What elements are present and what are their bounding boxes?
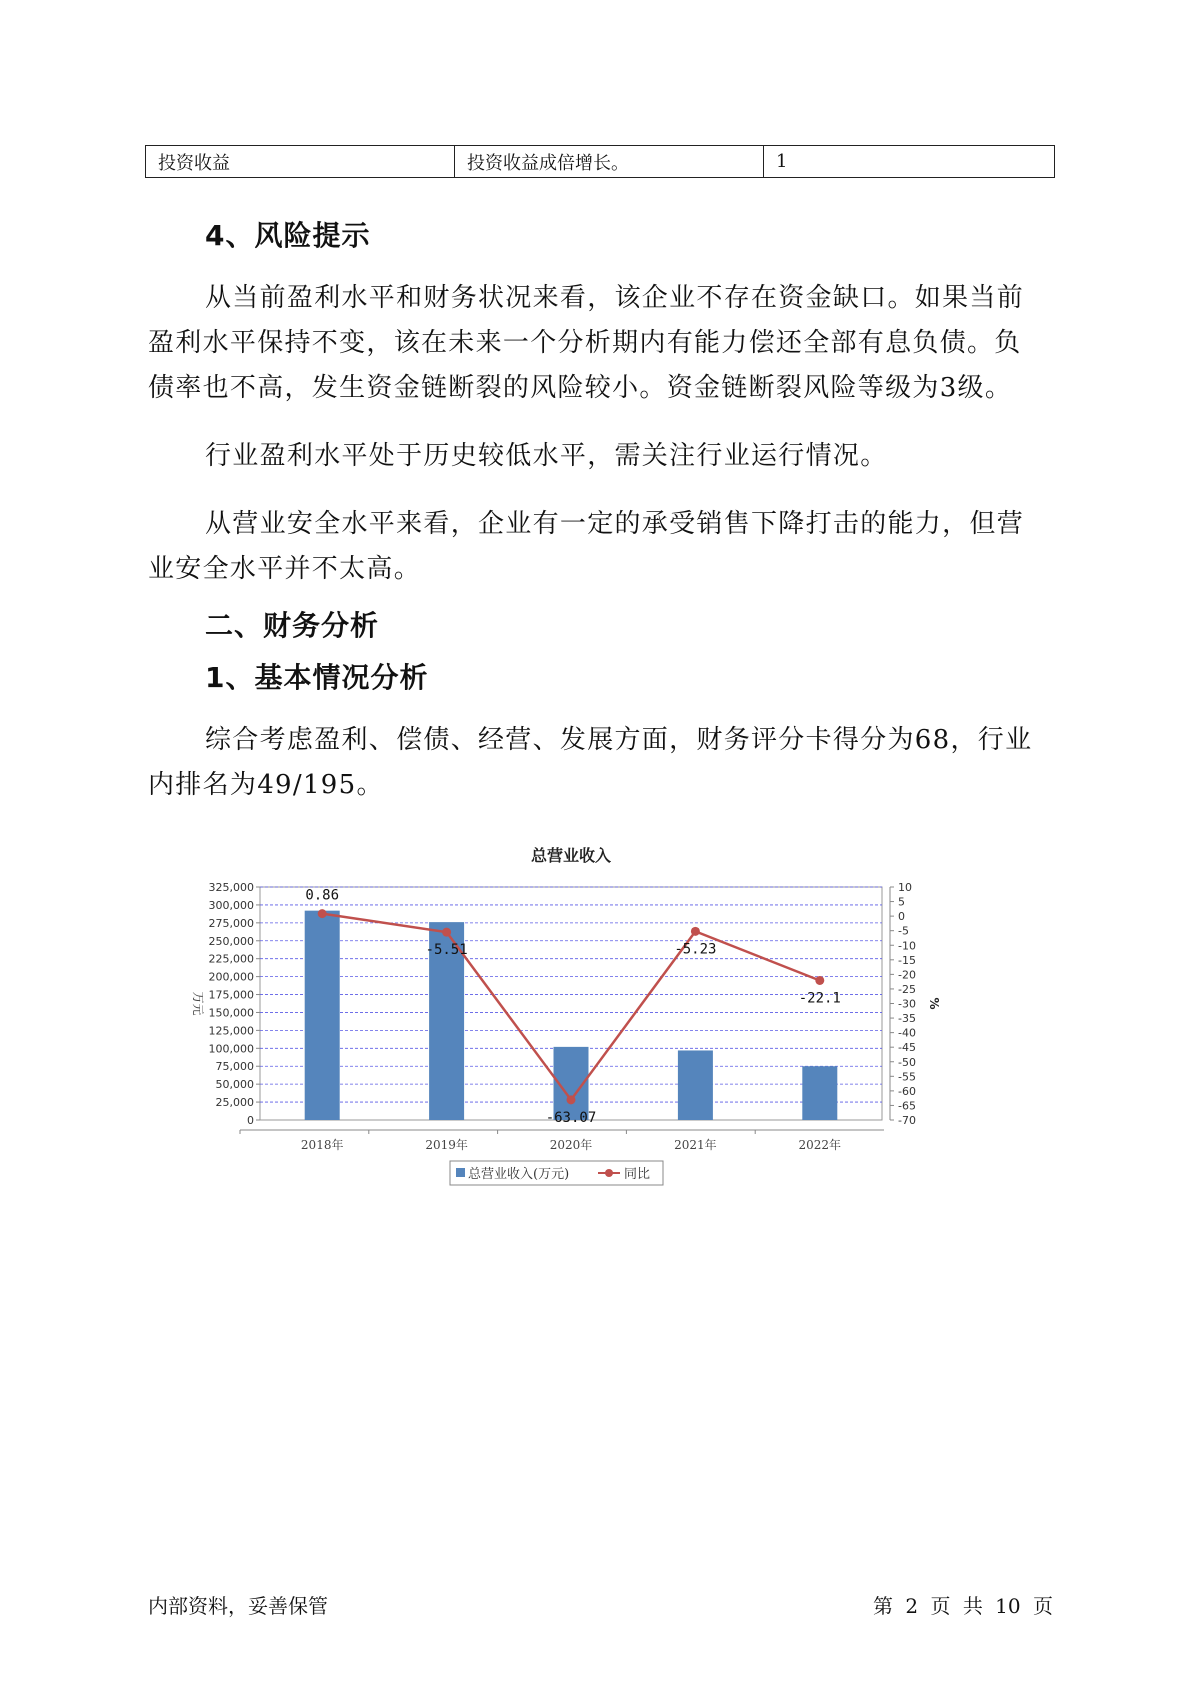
y2-tick-label: -25 <box>898 982 916 996</box>
section-heading-risk: 4、风险提示 <box>205 219 371 252</box>
summary-table <box>145 145 1055 178</box>
chart-title: 总营业收入 <box>530 846 612 865</box>
y2-tick-label: 0 <box>898 910 905 924</box>
yoy-point <box>691 927 700 936</box>
y-tick-label: 25,000 <box>215 1096 254 1110</box>
y-tick-label: 275,000 <box>208 916 254 930</box>
revenue-chart-svg <box>180 830 980 1290</box>
section-heading-finance: 二、财务分析 <box>205 609 380 642</box>
y2-tick-label: -35 <box>898 1012 916 1026</box>
x-tick-label: 2019年 <box>425 1138 468 1152</box>
legend-swatch-revenue <box>456 1168 465 1177</box>
paragraph-risk-2: 行业盈利水平处于历史较低水平，需关注行业运行情况。 <box>205 441 888 471</box>
table-cell-item: 投资收益 <box>146 146 455 178</box>
legend-marker-yoy <box>605 1169 613 1177</box>
y2-tick-label: -60 <box>898 1084 916 1098</box>
yoy-data-label: -5.51 <box>425 942 468 959</box>
yoy-data-label: -22.1 <box>798 990 841 1007</box>
yoy-point <box>318 909 327 918</box>
table-cell-description: 投资收益成倍增长。 <box>455 146 764 178</box>
y2-tick-label: 10 <box>898 881 912 894</box>
yoy-data-label: -5.23 <box>674 941 717 958</box>
y2-tick-label: 5 <box>898 895 905 909</box>
y-tick-label: 300,000 <box>208 898 254 912</box>
revenue-bar <box>802 1066 837 1120</box>
y2-tick-label: -15 <box>898 953 916 967</box>
revenue-bar <box>678 1050 713 1120</box>
y-tick-label: 125,000 <box>208 1024 254 1038</box>
y-tick-label: 225,000 <box>208 952 254 966</box>
paragraph-risk-3: 从营业安全水平来看，企业有一定的承受销售下降打击的能力，但营业安全水平并不太高。 <box>148 509 1025 584</box>
yoy-data-label: -63.07 <box>545 1109 597 1126</box>
revenue-chart <box>180 830 980 1290</box>
yoy-point <box>815 976 824 985</box>
y-tick-label: 0 <box>247 1114 254 1127</box>
y2-axis-label: % <box>927 997 941 1010</box>
y-tick-label: 325,000 <box>208 881 254 894</box>
revenue-bar <box>305 911 340 1120</box>
y2-tick-label: -55 <box>898 1070 916 1084</box>
yoy-point <box>567 1095 576 1104</box>
paragraph-basic: 综合考虑盈利、偿债、经营、发展方面，财务评分卡得分为68，行业内排名为49/195。 <box>148 725 1033 800</box>
paragraph-risk-1: 从当前盈利水平和财务状况来看，该企业不存在资金缺口。如果当前盈利水平保持不变，该在未来一个分析期内有能力偿还全部有息负债。负债率也不高，发生资金链断裂的风险较小。资金链断裂风险等级为3级。 <box>148 283 1025 403</box>
legend-label-yoy: 同比 <box>624 1167 651 1182</box>
y2-tick-label: -5 <box>898 924 909 938</box>
y2-tick-label: -65 <box>898 1099 916 1113</box>
y2-tick-label: -20 <box>898 968 916 982</box>
y2-tick-label: -30 <box>898 997 916 1011</box>
yoy-point <box>442 928 451 937</box>
y-tick-label: 175,000 <box>208 988 254 1002</box>
y-tick-label: 75,000 <box>215 1060 254 1074</box>
x-tick-label: 2021年 <box>674 1138 717 1152</box>
footer-page-number: 第 2 页 共 10 页 <box>873 1594 1053 1618</box>
legend-label-revenue: 总营业收入(万元) <box>468 1167 570 1182</box>
y-tick-label: 200,000 <box>208 970 254 984</box>
y2-tick-label: -10 <box>898 939 916 953</box>
y2-tick-label: -40 <box>898 1026 916 1040</box>
yoy-data-label: 0.86 <box>305 887 340 904</box>
x-tick-label: 2022年 <box>798 1138 842 1152</box>
y-tick-label: 150,000 <box>208 1006 254 1020</box>
y2-tick-label: -45 <box>898 1041 916 1055</box>
subsection-heading-basic: 1、基本情况分析 <box>205 661 429 694</box>
y-tick-label: 50,000 <box>215 1078 254 1092</box>
table-row <box>146 146 1055 178</box>
y-axis-label: 万元 <box>191 991 205 1016</box>
y-tick-label: 100,000 <box>208 1042 254 1056</box>
y-tick-label: 250,000 <box>208 934 254 948</box>
x-tick-label: 2018年 <box>300 1138 344 1152</box>
footer-confidential: 内部资料，妥善保管 <box>148 1594 328 1618</box>
y2-tick-label: -70 <box>898 1114 916 1127</box>
y2-tick-label: -50 <box>898 1055 916 1069</box>
x-tick-label: 2020年 <box>549 1138 593 1152</box>
table-cell-score: 1 <box>764 146 1055 178</box>
